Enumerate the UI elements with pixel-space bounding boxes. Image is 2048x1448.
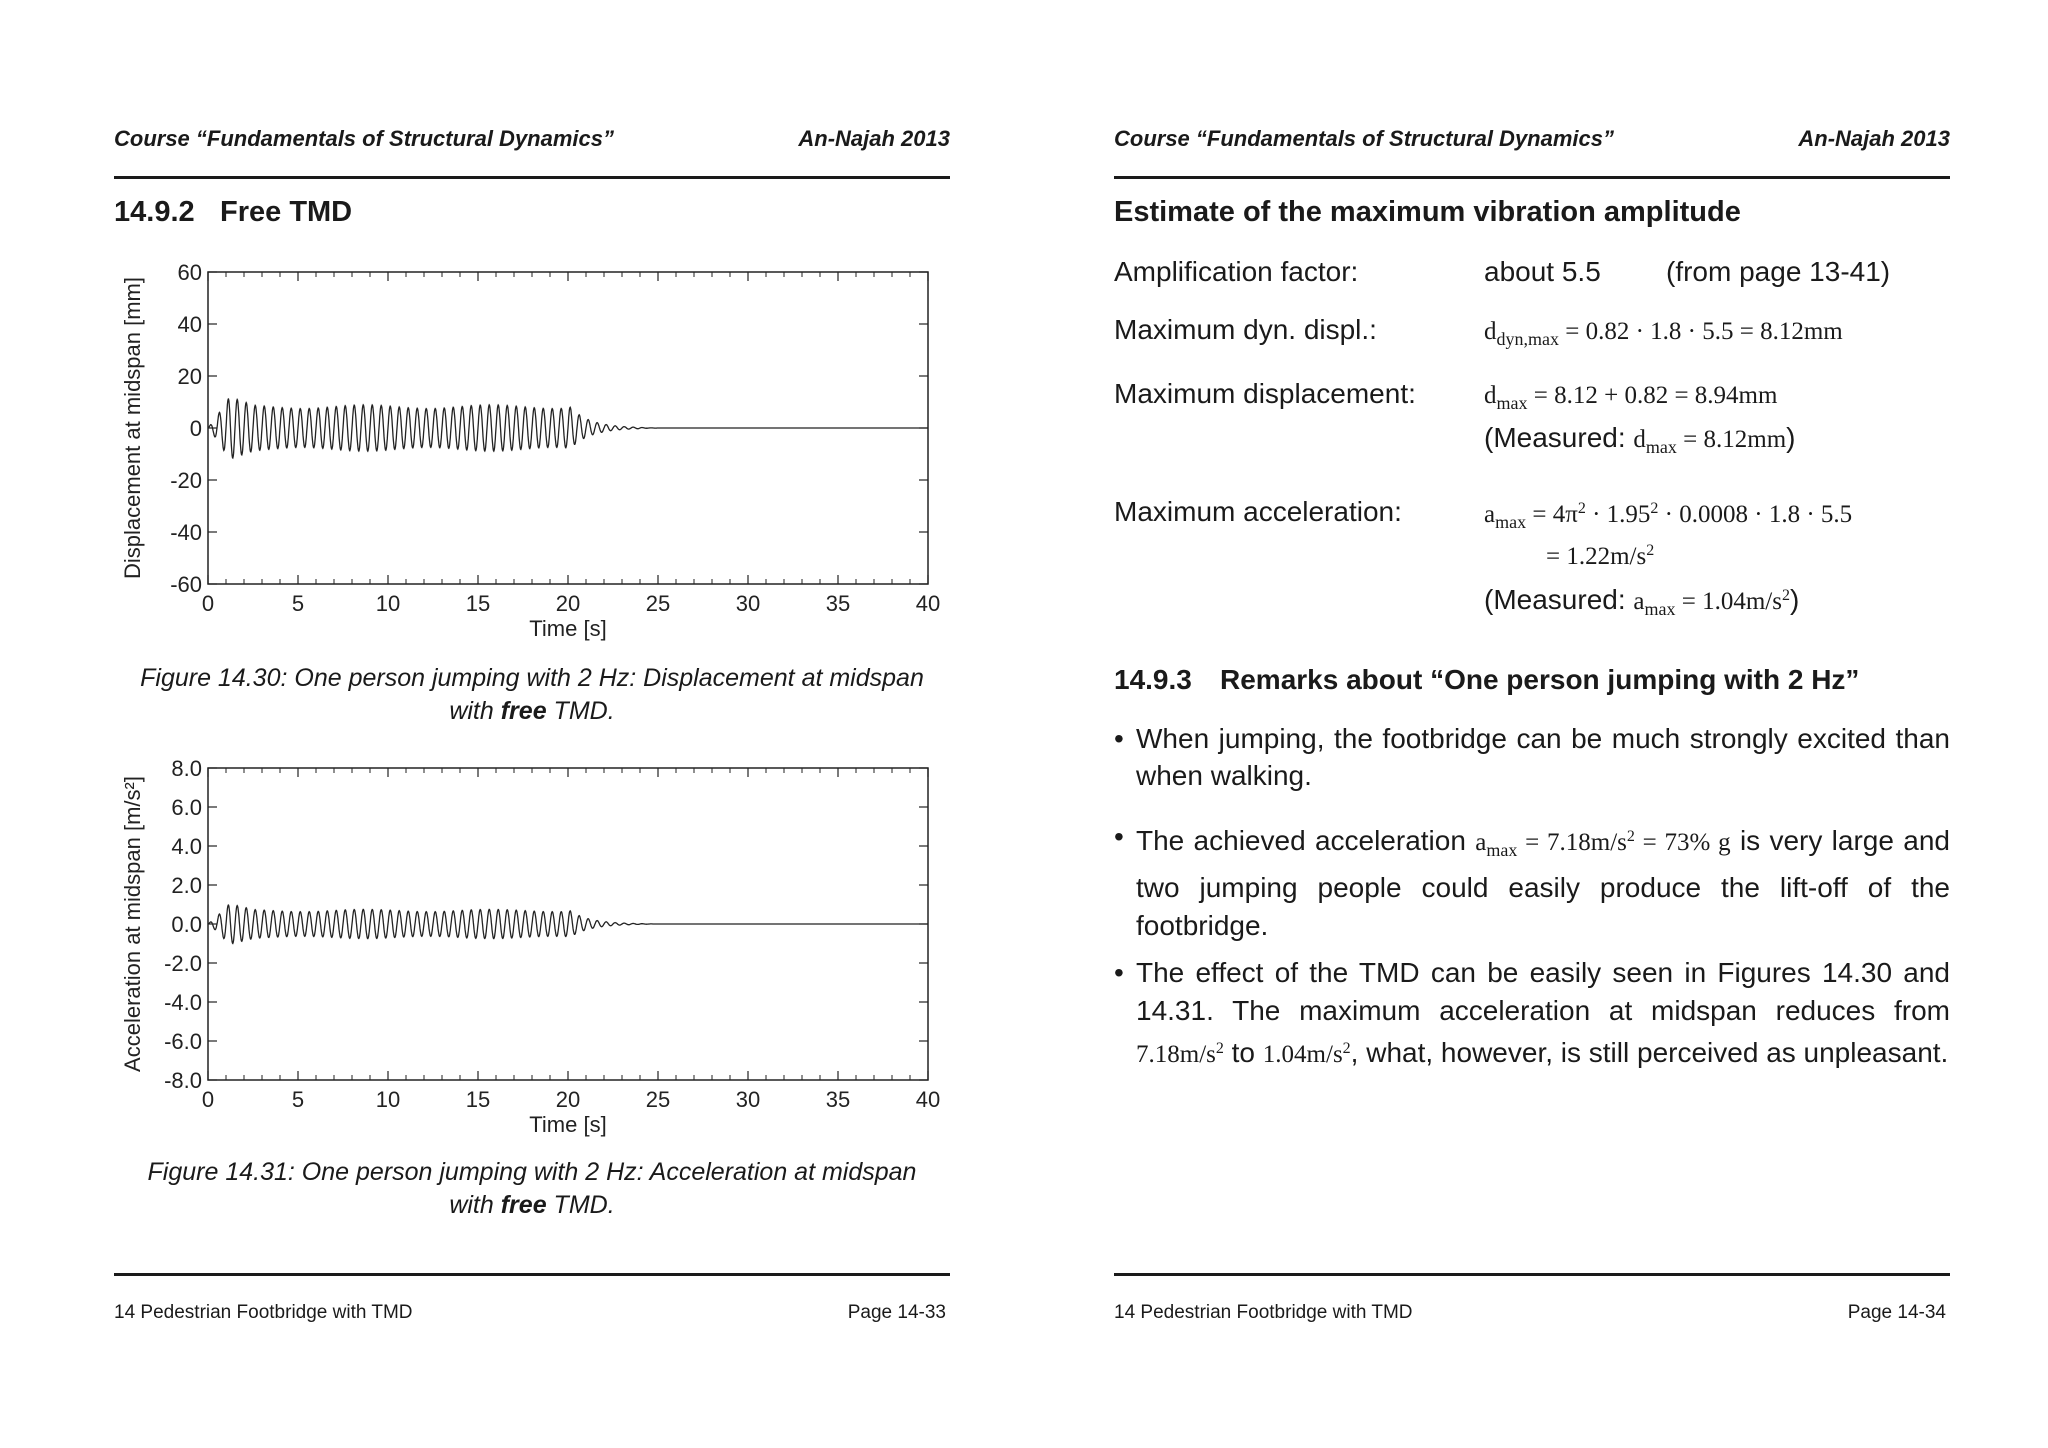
x-tick-label: 15 [465, 1087, 491, 1112]
x-tick-label: 30 [735, 1087, 761, 1112]
bullet-fragment: , what, however, is still perceived as unpleasant. [1350, 1037, 1949, 1068]
bullet-formula [1263, 1041, 1351, 1068]
math-subscript: max [1495, 512, 1527, 532]
bullet-fragment: is very large and two jumping people could easily produce the lift-off of the footbridge. [1136, 825, 1950, 941]
x-tick-label: 15 [465, 591, 491, 616]
math-expression: = 8.12 + 0.82 = 8.94mm [1527, 382, 1778, 409]
caption-text: TMD. [546, 697, 615, 725]
bullet-dot: • [1114, 821, 1124, 852]
right-page [1114, 0, 1950, 1448]
math-superscript: 2 [1342, 1040, 1351, 1057]
amplification-value: about 5.5 [1484, 256, 1601, 287]
caption-line-2 [114, 1189, 950, 1222]
section-title: Remarks about “One person jumping with 2 Hz” [1220, 664, 1860, 695]
page-footer [114, 1302, 950, 1324]
footer-rule [1114, 1273, 1950, 1276]
y-tick-label: -8.0 [164, 1068, 202, 1093]
math-symbol: d [1633, 426, 1646, 453]
math-expression: = 7.18m/s [1517, 829, 1627, 856]
x-axis-label: Time [s] [529, 616, 607, 641]
figure-caption-2 [114, 1156, 950, 1222]
y-tick-label: -60 [170, 572, 202, 597]
math-subscript: max [1645, 437, 1677, 457]
x-tick-label: 25 [645, 1087, 671, 1112]
y-tick-label: -4.0 [164, 990, 202, 1015]
max-acceleration-label: Maximum acceleration: [1114, 496, 1402, 527]
measured-text: ) [1786, 422, 1796, 453]
max-displacement-measured [1484, 422, 1795, 458]
math-superscript: 2 [1646, 542, 1655, 559]
math-expression: 7.18m/s [1136, 1041, 1216, 1068]
math-expression: · 0.0008 · 1.8 · 5.5 [1658, 501, 1853, 528]
section-number: 14.9.3 [1114, 664, 1192, 695]
x-tick-label: 20 [555, 1087, 581, 1112]
math-expression: · 1.95 [1585, 501, 1651, 528]
max-displacement-label: Maximum displacement: [1114, 378, 1416, 409]
x-tick-label: 0 [201, 1087, 215, 1112]
x-tick-label: 30 [735, 591, 761, 616]
course-title: Course “Fundamentals of Structural Dynamics” [114, 126, 614, 151]
left-page [114, 0, 950, 1448]
bullet-fragment: The achieved acceleration [1136, 825, 1476, 856]
y-axis-label: Displacement at midspan [mm] [120, 277, 145, 579]
x-tick-label: 40 [915, 1087, 941, 1112]
x-axis-label: Time [s] [529, 1112, 607, 1137]
footer-chapter: 14 Pedestrian Footbridge with TMD [1114, 1302, 1413, 1323]
x-tick-label: 5 [291, 1087, 305, 1112]
amplification-reference: (from page 13-41) [1666, 256, 1891, 287]
y-tick-label: 40 [177, 312, 202, 337]
caption-bold: free [500, 1191, 547, 1219]
y-tick-label: 4.0 [171, 834, 202, 859]
bullet-dot: • [1114, 723, 1124, 754]
y-tick-label: -40 [170, 520, 202, 545]
y-tick-label: 2.0 [171, 873, 202, 898]
displacement-chart [114, 262, 950, 652]
measured-text: (Measured: [1484, 422, 1634, 453]
math-superscript: 2 [1577, 500, 1586, 517]
institution: An-Najah 2013 [798, 126, 950, 151]
dyn-displacement-formula [1484, 318, 1843, 350]
x-tick-label: 40 [915, 591, 941, 616]
course-title: Course “Fundamentals of Structural Dynamics” [1114, 126, 1614, 151]
math-symbol: a [1475, 829, 1487, 856]
max-displacement-formula [1484, 382, 1777, 414]
math-expression: = 73% g [1634, 829, 1731, 856]
math-symbol: d [1484, 318, 1497, 345]
bullet-text [1136, 954, 1950, 1074]
measured-text: ) [1790, 584, 1800, 615]
x-tick-label: 5 [291, 591, 305, 616]
y-tick-label: -20 [170, 468, 202, 493]
x-tick-label: 10 [375, 1087, 401, 1112]
y-tick-label: -6.0 [164, 1029, 202, 1054]
math-superscript: 2 [1215, 1040, 1224, 1057]
section-title: Free TMD [220, 196, 353, 228]
math-subscript: max [1486, 840, 1518, 860]
footer-page-number: Page 14-34 [1847, 1302, 1946, 1323]
y-tick-label: 6.0 [171, 795, 202, 820]
figure-caption-1 [114, 662, 950, 728]
caption-text: with [449, 697, 501, 725]
bullet-fragment: to [1223, 1037, 1263, 1068]
math-symbol: a [1633, 588, 1645, 615]
caption-line: Figure 14.30: One person jumping with 2 Hz: Displacement at midspan [140, 664, 924, 692]
bullet-formula [1136, 1041, 1224, 1068]
measured-text: (Measured: [1484, 584, 1634, 615]
x-tick-label: 35 [825, 591, 851, 616]
math-symbol: d [1484, 382, 1497, 409]
section-heading [114, 196, 352, 229]
math-expression: = 4π [1526, 501, 1578, 528]
caption-line-2 [114, 695, 950, 728]
math-superscript: 2 [1782, 587, 1790, 604]
caption-line: Figure 14.31: One person jumping with 2 Hz: Acceleration at midspan [147, 1158, 917, 1186]
series-line [208, 905, 928, 943]
math-subscript: dyn,max [1496, 329, 1559, 349]
footer-chapter: 14 Pedestrian Footbridge with TMD [114, 1302, 413, 1323]
y-tick-label: 0 [189, 416, 202, 441]
math-superscript: 2 [1650, 500, 1659, 517]
max-acceleration-formula [1484, 500, 1852, 533]
institution: An-Najah 2013 [1798, 126, 1950, 151]
bullet-text: When jumping, the footbridge can be much strongly excited than when walking. [1136, 723, 1950, 791]
section-number: 14.9.2 [114, 196, 195, 228]
caption-text: with [449, 1191, 501, 1219]
bullet-dot: • [1114, 957, 1124, 988]
max-acceleration-measured [1484, 584, 1799, 620]
remarks-heading [1114, 664, 1859, 696]
math-symbol: a [1484, 501, 1496, 528]
y-tick-label: -2.0 [164, 951, 202, 976]
math-subscript: max [1496, 393, 1528, 413]
max-acceleration-result [1546, 542, 1654, 571]
y-axis-label: Acceleration at midspan [m/s²] [120, 776, 145, 1072]
y-tick-label: 60 [177, 262, 202, 285]
header-rule [1114, 176, 1950, 179]
math-superscript: 2 [1626, 828, 1635, 845]
math-expression: = 1.22m/s [1546, 543, 1647, 570]
bullet-fragment: The effect of the TMD can be easily seen in Figures 14.30 and 14.31. The maximum acceleration at midspan reduces from [1136, 957, 1950, 1026]
x-tick-label: 0 [201, 591, 215, 616]
y-tick-label: 8.0 [171, 758, 202, 781]
caption-bold: free [500, 697, 547, 725]
dyn-displacement-label: Maximum dyn. displ.: [1114, 314, 1377, 345]
bullet-text [1136, 818, 1950, 945]
amplification-label: Amplification factor: [1114, 256, 1359, 287]
x-tick-label: 20 [555, 591, 581, 616]
x-tick-label: 25 [645, 591, 671, 616]
measured-formula [1633, 587, 1790, 619]
math-expression: = 0.82 · 1.8 · 5.5 = 8.12mm [1559, 318, 1843, 345]
y-tick-label: 20 [177, 364, 202, 389]
page-footer [1114, 1302, 1950, 1324]
caption-text: TMD. [546, 1191, 615, 1219]
x-tick-label: 35 [825, 1087, 851, 1112]
math-expression: 1.04m/s [1262, 1041, 1343, 1068]
measured-formula [1633, 426, 1787, 457]
math-expression: = 1.04m/s [1675, 588, 1782, 615]
math-subscript: max [1644, 599, 1676, 619]
header-rule [114, 176, 950, 179]
section-heading: Estimate of the maximum vibration amplitude [1114, 196, 1741, 228]
series-line [208, 399, 928, 458]
footer-rule [114, 1273, 950, 1276]
math-expression: = 8.12mm [1676, 426, 1787, 453]
acceleration-chart [114, 758, 950, 1148]
bullet-formula [1475, 828, 1731, 860]
x-tick-label: 10 [375, 591, 401, 616]
y-tick-label: 0.0 [171, 912, 202, 937]
footer-page-number: Page 14-33 [847, 1302, 946, 1323]
